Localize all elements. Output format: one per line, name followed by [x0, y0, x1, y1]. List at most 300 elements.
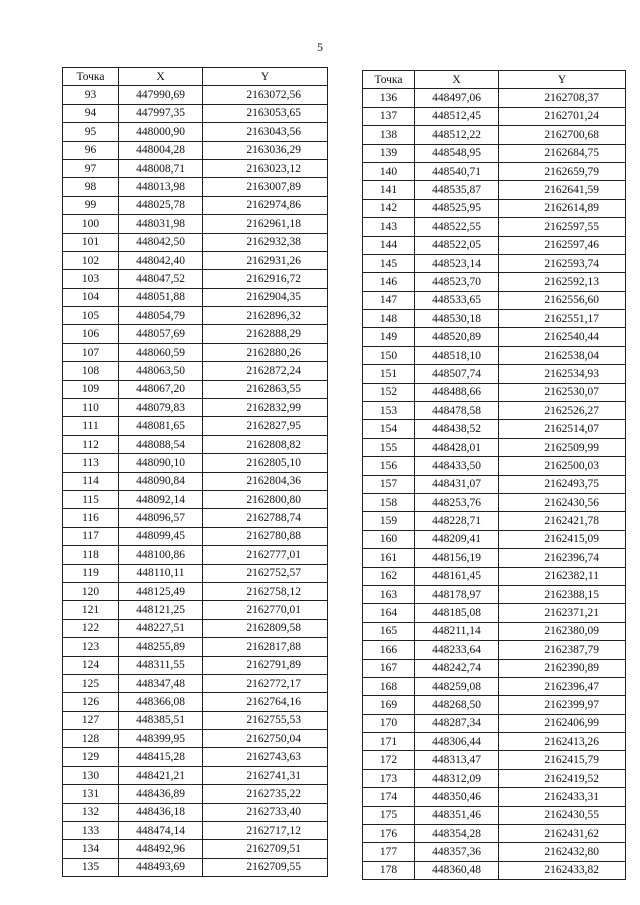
- table-row: [363, 659, 626, 677]
- x-coordinate-cell: 448311,55: [119, 656, 203, 674]
- x-coordinate-cell: 448512,45: [415, 107, 499, 125]
- y-coordinate-cell: 2162432,80: [499, 843, 626, 861]
- point-number-cell: 165: [363, 622, 415, 640]
- table-row: [363, 622, 626, 640]
- table-row: [363, 677, 626, 695]
- point-number-cell: 93: [63, 86, 119, 104]
- y-coordinate-cell: 2162430,56: [499, 493, 626, 511]
- table-row: [63, 307, 328, 325]
- point-number-cell: 157: [363, 475, 415, 493]
- y-coordinate-cell: 2162931,26: [203, 251, 328, 269]
- x-coordinate-cell: 448125,49: [119, 582, 203, 600]
- point-number-cell: 162: [363, 567, 415, 585]
- point-number-cell: 99: [63, 196, 119, 214]
- x-coordinate-cell: 448259,08: [415, 677, 499, 695]
- table-row: [63, 527, 328, 545]
- y-coordinate-cell: 2162597,55: [499, 218, 626, 236]
- point-number-cell: 128: [63, 730, 119, 748]
- y-coordinate-cell: 2162888,29: [203, 325, 328, 343]
- y-coordinate-cell: 2162743,63: [203, 748, 328, 766]
- point-number-cell: 153: [363, 402, 415, 420]
- y-coordinate-cell: 2162974,86: [203, 196, 328, 214]
- point-number-cell: 144: [363, 236, 415, 254]
- table-row: [363, 365, 626, 383]
- y-coordinate-cell: 2162556,60: [499, 291, 626, 309]
- point-number-cell: 174: [363, 788, 415, 806]
- y-coordinate-cell: 2162780,88: [203, 527, 328, 545]
- point-number-cell: 114: [63, 472, 119, 490]
- table-row: [63, 693, 328, 711]
- point-number-cell: 172: [363, 751, 415, 769]
- y-coordinate-cell: 2162540,44: [499, 328, 626, 346]
- x-coordinate-cell: 448090,10: [119, 454, 203, 472]
- x-coordinate-cell: 448525,95: [415, 199, 499, 217]
- x-coordinate-cell: 448227,51: [119, 619, 203, 637]
- y-coordinate-cell: 2162592,13: [499, 273, 626, 291]
- point-number-cell: 167: [363, 659, 415, 677]
- table-row: [63, 840, 328, 858]
- x-coordinate-cell: 448031,98: [119, 215, 203, 233]
- point-number-cell: 116: [63, 509, 119, 527]
- y-coordinate-cell: 2162817,88: [203, 638, 328, 656]
- x-coordinate-cell: 448385,51: [119, 711, 203, 729]
- point-number-cell: 121: [63, 601, 119, 619]
- x-coordinate-cell: 447997,35: [119, 104, 203, 122]
- x-coordinate-cell: 448313,47: [415, 751, 499, 769]
- x-coordinate-cell: 448535,87: [415, 181, 499, 199]
- x-coordinate-cell: 448347,48: [119, 674, 203, 692]
- table-row: [63, 582, 328, 600]
- table-row: [363, 457, 626, 475]
- x-coordinate-cell: 447990,69: [119, 86, 203, 104]
- point-number-cell: 112: [63, 435, 119, 453]
- point-number-cell: 111: [63, 417, 119, 435]
- table-row: [363, 825, 626, 843]
- table-row: [63, 325, 328, 343]
- x-coordinate-cell: 448312,09: [415, 769, 499, 787]
- x-coordinate-cell: 448042,50: [119, 233, 203, 251]
- x-coordinate-cell: 448474,14: [119, 822, 203, 840]
- table-row: [363, 273, 626, 291]
- table-row: [63, 270, 328, 288]
- y-coordinate-cell: 2162717,12: [203, 822, 328, 840]
- y-coordinate-cell: 2162387,79: [499, 641, 626, 659]
- y-coordinate-cell: 2162431,62: [499, 825, 626, 843]
- x-coordinate-cell: 448178,97: [415, 585, 499, 603]
- point-number-cell: 178: [363, 861, 415, 879]
- y-coordinate-cell: 2162863,55: [203, 380, 328, 398]
- point-number-cell: 107: [63, 343, 119, 361]
- x-coordinate-cell: 448428,01: [415, 438, 499, 456]
- point-number-cell: 122: [63, 619, 119, 637]
- point-number-cell: 124: [63, 656, 119, 674]
- y-coordinate-cell: 2162597,46: [499, 236, 626, 254]
- point-number-cell: 161: [363, 549, 415, 567]
- y-coordinate-cell: 2162777,01: [203, 546, 328, 564]
- y-coordinate-cell: 2162758,12: [203, 582, 328, 600]
- x-coordinate-cell: 448047,52: [119, 270, 203, 288]
- x-coordinate-cell: 448096,57: [119, 509, 203, 527]
- point-number-cell: 130: [63, 766, 119, 784]
- table-row: [63, 546, 328, 564]
- table-row: [63, 362, 328, 380]
- table-row: [363, 806, 626, 824]
- table-row: [63, 601, 328, 619]
- y-coordinate-cell: 2162755,53: [203, 711, 328, 729]
- point-number-cell: 154: [363, 420, 415, 438]
- x-coordinate-cell: 448110,11: [119, 564, 203, 582]
- y-coordinate-cell: 2162770,01: [203, 601, 328, 619]
- table-row: [363, 861, 626, 879]
- point-number-cell: 123: [63, 638, 119, 656]
- point-number-cell: 166: [363, 641, 415, 659]
- point-number-cell: 129: [63, 748, 119, 766]
- table-row: [63, 638, 328, 656]
- point-number-cell: 94: [63, 104, 119, 122]
- y-coordinate-cell: 2162752,57: [203, 564, 328, 582]
- table-row: [363, 733, 626, 751]
- y-coordinate-cell: 2162932,38: [203, 233, 328, 251]
- table-row: [63, 343, 328, 361]
- point-number-cell: 136: [363, 89, 415, 107]
- point-number-cell: 149: [363, 328, 415, 346]
- table-header-row: [63, 68, 328, 86]
- y-coordinate-cell: 2162791,89: [203, 656, 328, 674]
- y-coordinate-cell: 2162733,40: [203, 803, 328, 821]
- point-number-cell: 158: [363, 493, 415, 511]
- x-coordinate-cell: 448488,66: [415, 383, 499, 401]
- y-coordinate-cell: 2163007,89: [203, 178, 328, 196]
- table-row: [63, 766, 328, 784]
- point-number-cell: 100: [63, 215, 119, 233]
- table-row: [63, 251, 328, 269]
- table-row: [363, 346, 626, 364]
- table-row: [63, 196, 328, 214]
- point-number-cell: 108: [63, 362, 119, 380]
- y-coordinate-cell: 2163043,56: [203, 123, 328, 141]
- table-row: [63, 674, 328, 692]
- x-coordinate-cell: 448121,25: [119, 601, 203, 619]
- table-row: [63, 141, 328, 159]
- y-coordinate-cell: 2162514,07: [499, 420, 626, 438]
- table-row: [363, 254, 626, 272]
- point-number-cell: 134: [63, 840, 119, 858]
- table-row: [63, 509, 328, 527]
- point-number-cell: 139: [363, 144, 415, 162]
- table-header-row: [363, 71, 626, 89]
- x-coordinate-cell: 448548,95: [415, 144, 499, 162]
- x-coordinate-cell: 448013,98: [119, 178, 203, 196]
- table-row: [363, 126, 626, 144]
- y-coordinate-cell: 2162808,82: [203, 435, 328, 453]
- table-row: [363, 181, 626, 199]
- table-row: [63, 490, 328, 508]
- y-coordinate-cell: 2162764,16: [203, 693, 328, 711]
- x-coordinate-cell: 448492,96: [119, 840, 203, 858]
- table-row: [63, 803, 328, 821]
- x-coordinate-cell: 448523,70: [415, 273, 499, 291]
- point-number-cell: 113: [63, 454, 119, 472]
- table-row: [363, 751, 626, 769]
- table-row: [63, 123, 328, 141]
- point-number-cell: 101: [63, 233, 119, 251]
- y-coordinate-cell: 2163023,12: [203, 159, 328, 177]
- y-coordinate-cell: 2162415,09: [499, 530, 626, 548]
- table-row: [63, 435, 328, 453]
- point-number-cell: 156: [363, 457, 415, 475]
- x-coordinate-cell: 448008,71: [119, 159, 203, 177]
- header-y: Y: [203, 68, 328, 86]
- x-coordinate-cell: 448185,08: [415, 604, 499, 622]
- table-row: [63, 711, 328, 729]
- header-point: Точка: [63, 68, 119, 86]
- y-coordinate-cell: 2162872,24: [203, 362, 328, 380]
- point-number-cell: 175: [363, 806, 415, 824]
- point-number-cell: 131: [63, 785, 119, 803]
- x-coordinate-cell: 448523,14: [415, 254, 499, 272]
- table-row: [63, 785, 328, 803]
- point-number-cell: 142: [363, 199, 415, 217]
- y-coordinate-cell: 2162804,36: [203, 472, 328, 490]
- y-coordinate-cell: 2162406,99: [499, 714, 626, 732]
- y-coordinate-cell: 2162788,74: [203, 509, 328, 527]
- y-coordinate-cell: 2162961,18: [203, 215, 328, 233]
- x-coordinate-cell: 448161,45: [415, 567, 499, 585]
- point-number-cell: 95: [63, 123, 119, 141]
- x-coordinate-cell: 448042,40: [119, 251, 203, 269]
- x-coordinate-cell: 448268,50: [415, 696, 499, 714]
- y-coordinate-cell: 2162371,21: [499, 604, 626, 622]
- point-number-cell: 171: [363, 733, 415, 751]
- table-row: [63, 564, 328, 582]
- coordinates-table-right: [362, 70, 626, 880]
- x-coordinate-cell: 448522,05: [415, 236, 499, 254]
- table-row: [63, 619, 328, 637]
- point-number-cell: 145: [363, 254, 415, 272]
- point-number-cell: 176: [363, 825, 415, 843]
- y-coordinate-cell: 2163036,29: [203, 141, 328, 159]
- table-row: [363, 199, 626, 217]
- table-row: [363, 383, 626, 401]
- x-coordinate-cell: 448242,74: [415, 659, 499, 677]
- point-number-cell: 118: [63, 546, 119, 564]
- y-coordinate-cell: 2162593,74: [499, 254, 626, 272]
- y-coordinate-cell: 2162534,93: [499, 365, 626, 383]
- table-row: [363, 402, 626, 420]
- table-row: [363, 475, 626, 493]
- y-coordinate-cell: 2162709,51: [203, 840, 328, 858]
- table-row: [363, 291, 626, 309]
- page-number: 5: [317, 40, 323, 54]
- y-coordinate-cell: 2162904,35: [203, 288, 328, 306]
- x-coordinate-cell: 448211,14: [415, 622, 499, 640]
- table-row: [363, 218, 626, 236]
- x-coordinate-cell: 448478,58: [415, 402, 499, 420]
- point-number-cell: 138: [363, 126, 415, 144]
- point-number-cell: 143: [363, 218, 415, 236]
- table-row: [363, 310, 626, 328]
- table-row: [63, 417, 328, 435]
- x-coordinate-cell: 448051,88: [119, 288, 203, 306]
- y-coordinate-cell: 2162701,24: [499, 107, 626, 125]
- y-coordinate-cell: 2162684,75: [499, 144, 626, 162]
- y-coordinate-cell: 2162396,47: [499, 677, 626, 695]
- x-coordinate-cell: 448099,45: [119, 527, 203, 545]
- point-number-cell: 120: [63, 582, 119, 600]
- point-number-cell: 146: [363, 273, 415, 291]
- table-row: [63, 159, 328, 177]
- table-row: [363, 696, 626, 714]
- x-coordinate-cell: 448054,79: [119, 307, 203, 325]
- y-coordinate-cell: 2162641,59: [499, 181, 626, 199]
- x-coordinate-cell: 448287,34: [415, 714, 499, 732]
- table-row: [363, 641, 626, 659]
- x-coordinate-cell: 448306,44: [415, 733, 499, 751]
- y-coordinate-cell: 2162500,03: [499, 457, 626, 475]
- y-coordinate-cell: 2162430,55: [499, 806, 626, 824]
- point-number-cell: 98: [63, 178, 119, 196]
- point-number-cell: 140: [363, 162, 415, 180]
- y-coordinate-cell: 2162708,37: [499, 89, 626, 107]
- point-number-cell: 177: [363, 843, 415, 861]
- point-number-cell: 164: [363, 604, 415, 622]
- x-coordinate-cell: 448493,69: [119, 858, 203, 876]
- table-row: [63, 858, 328, 876]
- point-number-cell: 163: [363, 585, 415, 603]
- point-number-cell: 126: [63, 693, 119, 711]
- point-number-cell: 119: [63, 564, 119, 582]
- y-coordinate-cell: 2163053,65: [203, 104, 328, 122]
- point-number-cell: 168: [363, 677, 415, 695]
- table-row: [63, 288, 328, 306]
- table-row: [63, 822, 328, 840]
- y-coordinate-cell: 2163072,56: [203, 86, 328, 104]
- point-number-cell: 152: [363, 383, 415, 401]
- point-number-cell: 170: [363, 714, 415, 732]
- x-coordinate-cell: 448433,50: [415, 457, 499, 475]
- table-row: [63, 748, 328, 766]
- point-number-cell: 103: [63, 270, 119, 288]
- y-coordinate-cell: 2162709,55: [203, 858, 328, 876]
- point-number-cell: 150: [363, 346, 415, 364]
- point-number-cell: 133: [63, 822, 119, 840]
- point-number-cell: 125: [63, 674, 119, 692]
- y-coordinate-cell: 2162832,99: [203, 399, 328, 417]
- y-coordinate-cell: 2162772,17: [203, 674, 328, 692]
- y-coordinate-cell: 2162390,89: [499, 659, 626, 677]
- table-row: [363, 843, 626, 861]
- y-coordinate-cell: 2162827,95: [203, 417, 328, 435]
- point-number-cell: 115: [63, 490, 119, 508]
- table-row: [363, 585, 626, 603]
- table-row: [63, 178, 328, 196]
- header-x: X: [119, 68, 203, 86]
- y-coordinate-cell: 2162388,15: [499, 585, 626, 603]
- x-coordinate-cell: 448351,46: [415, 806, 499, 824]
- x-coordinate-cell: 448497,06: [415, 89, 499, 107]
- y-coordinate-cell: 2162809,58: [203, 619, 328, 637]
- x-coordinate-cell: 448436,89: [119, 785, 203, 803]
- point-number-cell: 104: [63, 288, 119, 306]
- y-coordinate-cell: 2162399,97: [499, 696, 626, 714]
- point-number-cell: 105: [63, 307, 119, 325]
- point-number-cell: 127: [63, 711, 119, 729]
- point-number-cell: 148: [363, 310, 415, 328]
- y-coordinate-cell: 2162614,89: [499, 199, 626, 217]
- y-coordinate-cell: 2162382,11: [499, 567, 626, 585]
- x-coordinate-cell: 448081,65: [119, 417, 203, 435]
- point-number-cell: 109: [63, 380, 119, 398]
- x-coordinate-cell: 448522,55: [415, 218, 499, 236]
- x-coordinate-cell: 448350,46: [415, 788, 499, 806]
- x-coordinate-cell: 448067,20: [119, 380, 203, 398]
- table-row: [363, 714, 626, 732]
- table-row: [363, 89, 626, 107]
- point-number-cell: 155: [363, 438, 415, 456]
- x-coordinate-cell: 448507,74: [415, 365, 499, 383]
- x-coordinate-cell: 448253,76: [415, 493, 499, 511]
- x-coordinate-cell: 448057,69: [119, 325, 203, 343]
- table-row: [63, 730, 328, 748]
- table-row: [63, 86, 328, 104]
- x-coordinate-cell: 448209,41: [415, 530, 499, 548]
- header-y: Y: [499, 71, 626, 89]
- x-coordinate-cell: 448004,28: [119, 141, 203, 159]
- y-coordinate-cell: 2162538,04: [499, 346, 626, 364]
- y-coordinate-cell: 2162741,31: [203, 766, 328, 784]
- y-coordinate-cell: 2162735,22: [203, 785, 328, 803]
- x-coordinate-cell: 448100,86: [119, 546, 203, 564]
- table-row: [363, 107, 626, 125]
- x-coordinate-cell: 448255,89: [119, 638, 203, 656]
- table-row: [363, 769, 626, 787]
- point-number-cell: 102: [63, 251, 119, 269]
- y-coordinate-cell: 2162396,74: [499, 549, 626, 567]
- x-coordinate-cell: 448540,71: [415, 162, 499, 180]
- table-row: [363, 438, 626, 456]
- y-coordinate-cell: 2162916,72: [203, 270, 328, 288]
- y-coordinate-cell: 2162433,31: [499, 788, 626, 806]
- table-row: [363, 530, 626, 548]
- point-number-cell: 147: [363, 291, 415, 309]
- x-coordinate-cell: 448228,71: [415, 512, 499, 530]
- x-coordinate-cell: 448431,07: [415, 475, 499, 493]
- y-coordinate-cell: 2162433,82: [499, 861, 626, 879]
- y-coordinate-cell: 2162551,17: [499, 310, 626, 328]
- x-coordinate-cell: 448000,90: [119, 123, 203, 141]
- header-x: X: [415, 71, 499, 89]
- y-coordinate-cell: 2162880,26: [203, 343, 328, 361]
- table-row: [363, 328, 626, 346]
- point-number-cell: 173: [363, 769, 415, 787]
- x-coordinate-cell: 448518,10: [415, 346, 499, 364]
- y-coordinate-cell: 2162700,68: [499, 126, 626, 144]
- x-coordinate-cell: 448520,89: [415, 328, 499, 346]
- y-coordinate-cell: 2162750,04: [203, 730, 328, 748]
- x-coordinate-cell: 448436,18: [119, 803, 203, 821]
- point-number-cell: 159: [363, 512, 415, 530]
- table-row: [363, 236, 626, 254]
- header-point: Точка: [363, 71, 415, 89]
- x-coordinate-cell: 448421,21: [119, 766, 203, 784]
- table-row: [63, 380, 328, 398]
- y-coordinate-cell: 2162805,10: [203, 454, 328, 472]
- x-coordinate-cell: 448079,83: [119, 399, 203, 417]
- point-number-cell: 117: [63, 527, 119, 545]
- y-coordinate-cell: 2162421,78: [499, 512, 626, 530]
- x-coordinate-cell: 448233,64: [415, 641, 499, 659]
- x-coordinate-cell: 448399,95: [119, 730, 203, 748]
